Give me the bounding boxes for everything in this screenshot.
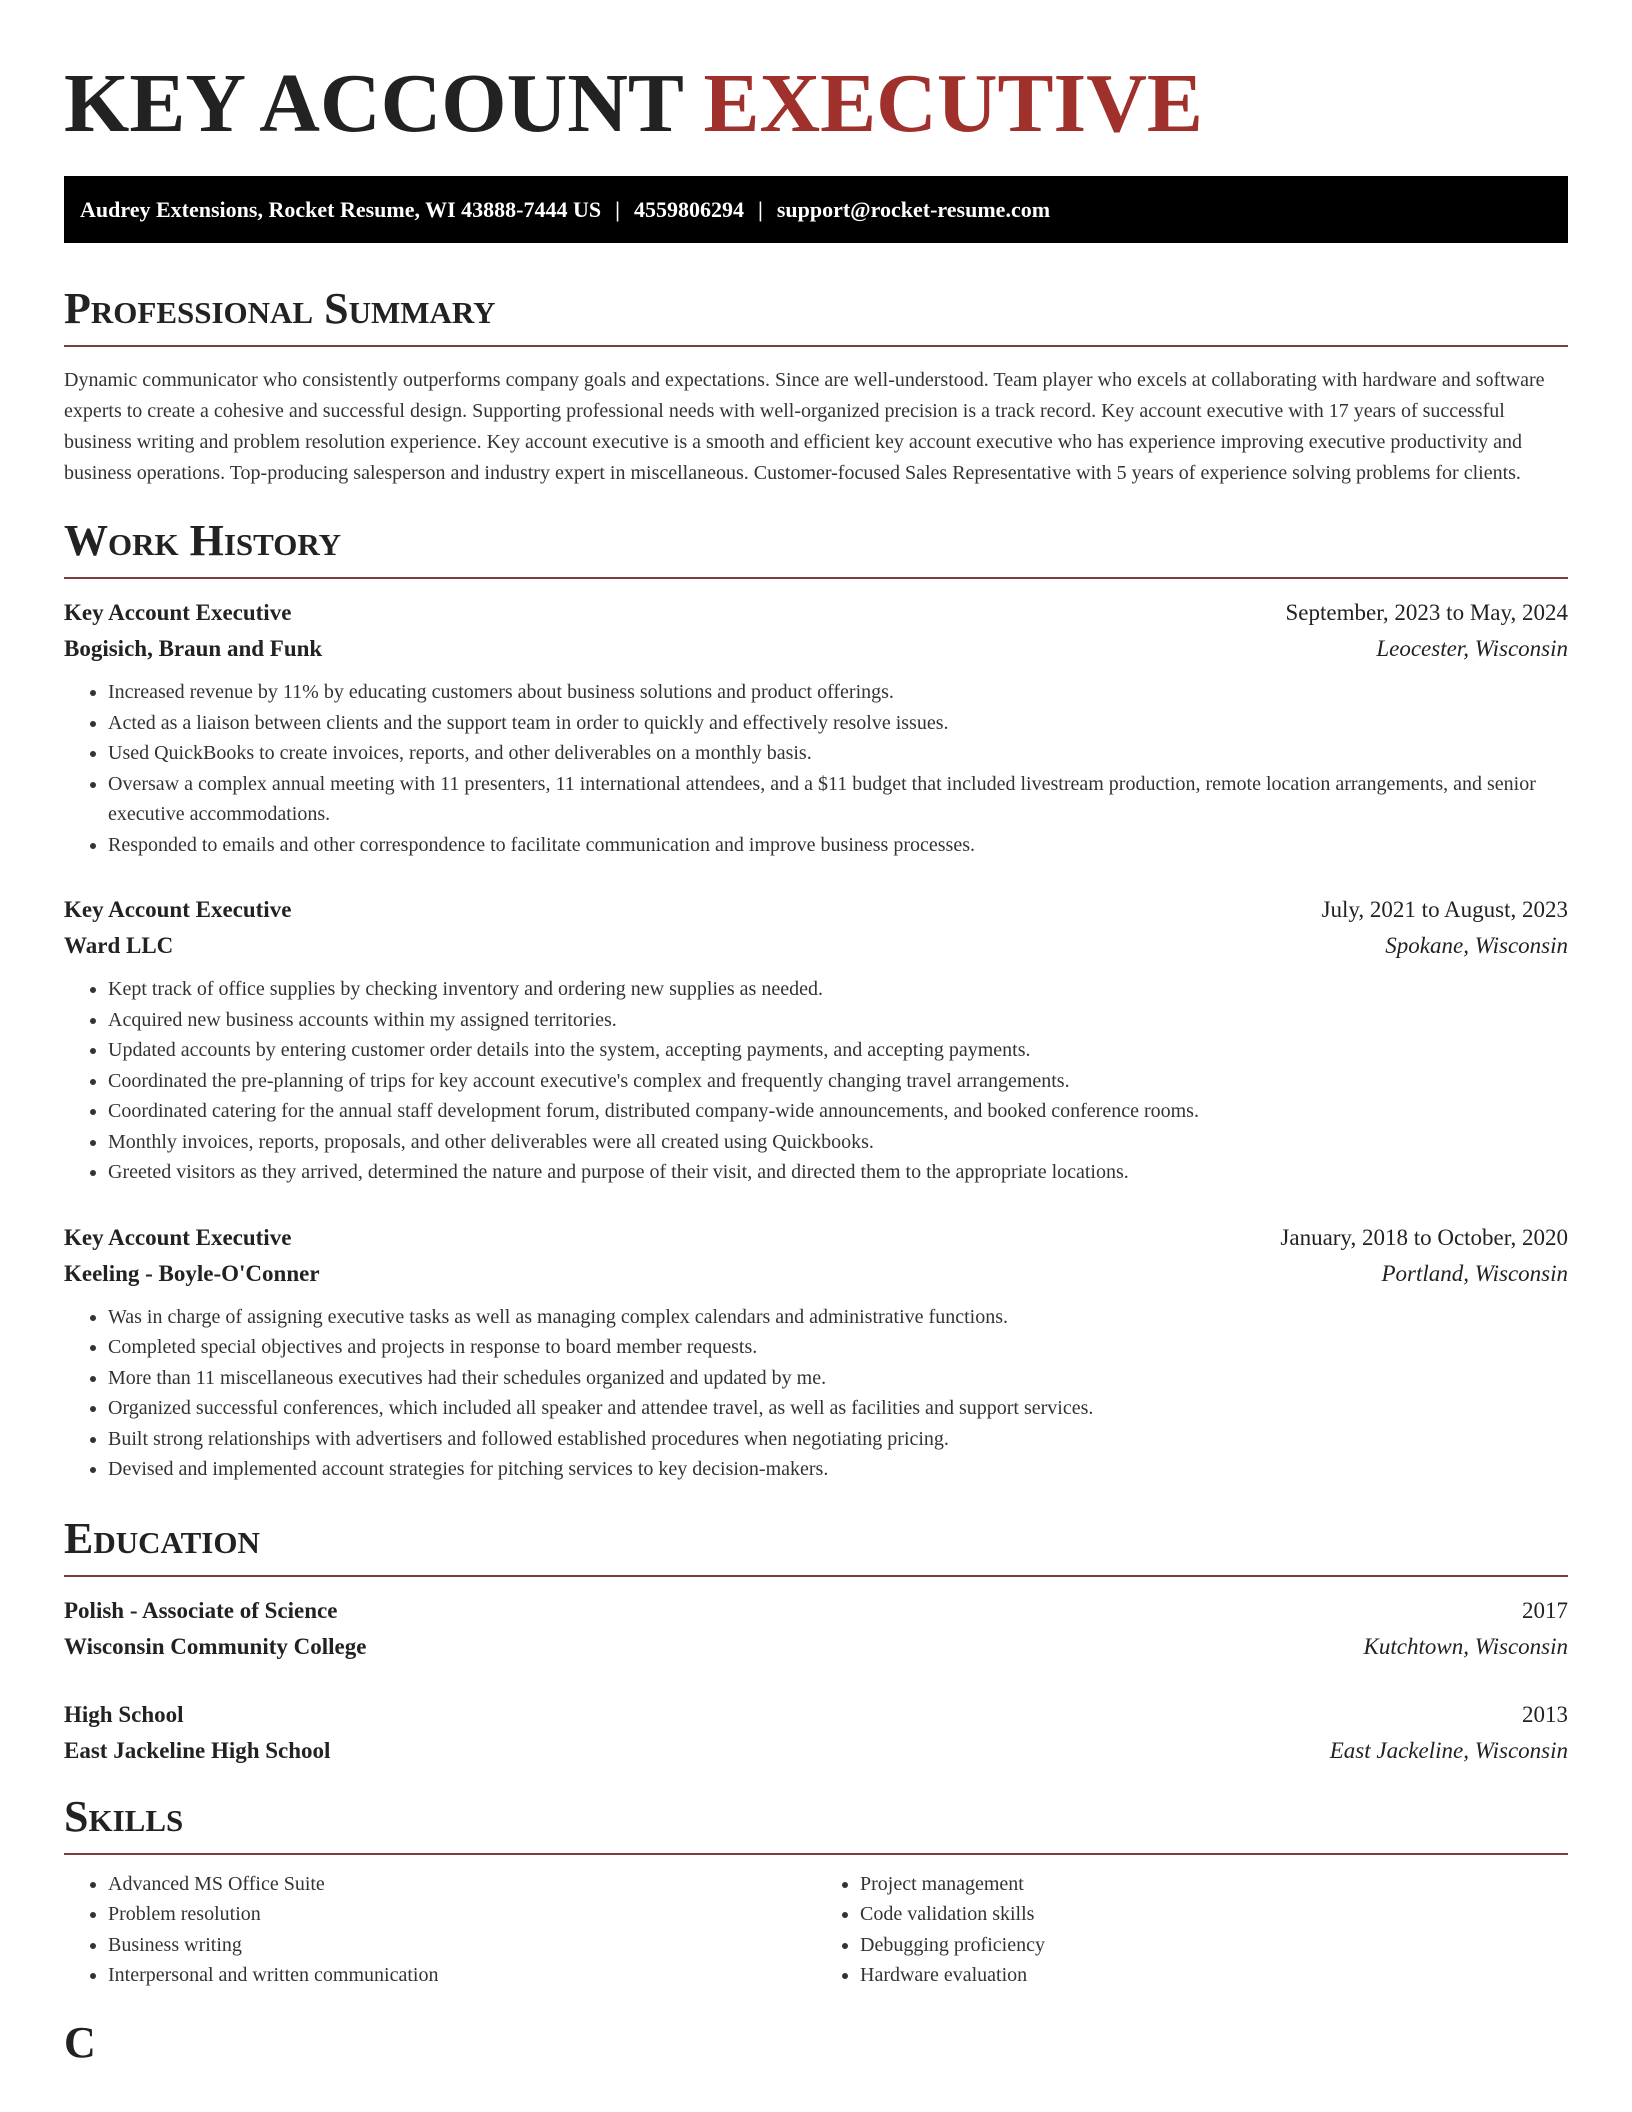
resume-title xyxy=(64,0,1568,152)
job-header-row xyxy=(64,595,1568,631)
job-bullet: • Kept track of office supplies by checking inventory and ordering new supplies as needed. xyxy=(108,974,1568,1005)
job-bullet: • Devised and implemented account strategies for pitching services to key decision-makers. xyxy=(108,1454,1568,1485)
education-school: East Jackeline High School xyxy=(64,1737,331,1763)
title-main: KEY ACCOUNT xyxy=(64,57,704,150)
summary-text: Dynamic communicator who consistently outperforms company goals and expectations. Since are well-understood. Team player who excels at collaborating with hardware and software experts to create a cohesive and successful design. Supporting professional needs with well-organized precision is a track record. Key account executive with 17 years of successful business writing and problem resolution experience. Key account executive is a smooth and efficient key account executive who has experience improving executive productivity and business operations. Top-producing salesperson and industry expert in miscellaneous. Customer-focused Sales Representative with 5 years of experience solving problems for clients. xyxy=(64,369,1545,484)
section-divider xyxy=(64,345,1568,347)
job-bullets xyxy=(64,1302,1568,1485)
skill-item: • Advanced MS Office Suite xyxy=(108,1869,816,1900)
education-degree: Polish - Associate of Science xyxy=(64,1597,338,1623)
job-bullet: • Was in charge of assigning executive tasks as well as managing complex calendars and administrative functions. xyxy=(108,1302,1568,1333)
education-year: 2013 xyxy=(1522,1701,1568,1727)
section-heading-summary: Professional Summary xyxy=(64,284,496,333)
job-header-row xyxy=(64,892,1568,928)
contact-address: Audrey Extensions, Rocket Resume, WI 43888-7444 US xyxy=(80,197,602,222)
next-section xyxy=(64,2017,1568,2069)
skill-item: • Interpersonal and written communication xyxy=(108,1960,816,1991)
section-heading-education: Education xyxy=(64,1513,260,1563)
resume-page xyxy=(64,0,1568,2069)
contact-separator: | xyxy=(615,197,620,222)
title-accent: EXECUTIVE xyxy=(703,57,1203,150)
job-bullet: • Monthly invoices, reports, proposals, and other deliverables were all created using Quickbooks. xyxy=(108,1127,1568,1158)
job-company: Bogisich, Braun and Funk xyxy=(64,636,323,661)
job-bullet: • Organized successful conferences, which included all speaker and attendee travel, as well as facilities and support services. xyxy=(108,1393,1568,1424)
job-bullet: • More than 11 miscellaneous executives had their schedules organized and updated by me. xyxy=(108,1363,1568,1394)
job-bullet: • Greeted visitors as they arrived, determined the nature and purpose of their visit, and directed them to the appropriate locations. xyxy=(108,1157,1568,1188)
job-bullet: • Used QuickBooks to create invoices, reports, and other deliverables on a monthly basis. xyxy=(108,738,1568,769)
job-location: Portland, Wisconsin xyxy=(1381,1260,1568,1286)
job-location: Leocester, Wisconsin xyxy=(1376,636,1568,661)
job-company: Ward LLC xyxy=(64,933,174,958)
skills-list-left xyxy=(64,1869,816,1991)
job-header-row xyxy=(64,1220,1568,1256)
education-section xyxy=(64,1513,1568,1769)
job-bullet: • Increased revenue by 11% by educating customers about business solutions and product offerings. xyxy=(108,677,1568,708)
skill-item: • Business writing xyxy=(108,1930,816,1961)
contact-phone: 4559806294 xyxy=(633,197,744,222)
job-bullets xyxy=(64,677,1568,860)
skills-columns xyxy=(64,1869,1568,1991)
job-company-row xyxy=(64,928,1568,964)
job-company-row xyxy=(64,1256,1568,1292)
contact-bar xyxy=(64,176,1568,243)
section-heading-next: C xyxy=(64,2017,96,2067)
job-title: Key Account Executive xyxy=(64,600,292,625)
education-header-row xyxy=(64,1593,1568,1629)
job-dates: September, 2023 to May, 2024 xyxy=(1285,600,1568,625)
section-divider xyxy=(64,577,1568,579)
job-dates: January, 2018 to October, 2020 xyxy=(1280,1224,1568,1250)
education-school: Wisconsin Community College xyxy=(64,1633,367,1659)
education-entry xyxy=(64,1593,1568,1665)
skill-item: • Debugging proficiency xyxy=(860,1930,1568,1961)
job-company-row xyxy=(64,631,1568,667)
education-school-row xyxy=(64,1733,1568,1769)
education-entry xyxy=(64,1697,1568,1769)
job-bullet: • Acquired new business accounts within my assigned territories. xyxy=(108,1005,1568,1036)
job-bullets xyxy=(64,974,1568,1188)
section-divider xyxy=(64,1853,1568,1855)
education-location: Kutchtown, Wisconsin xyxy=(1363,1633,1568,1659)
job-title: Key Account Executive xyxy=(64,897,292,922)
summary-section xyxy=(64,283,1568,489)
job-bullet: • Coordinated the pre-planning of trips for key account executive's complex and frequently changing travel arrangements. xyxy=(108,1066,1568,1097)
education-degree: High School xyxy=(64,1701,184,1727)
job-bullet: • Coordinated catering for the annual staff development forum, distributed company-wide announcements, and booked conference rooms. xyxy=(108,1096,1568,1127)
education-year: 2017 xyxy=(1522,1597,1568,1623)
job-bullet: • Completed special objectives and projects in response to board member requests. xyxy=(108,1332,1568,1363)
work-history-section xyxy=(64,515,1568,1485)
job-bullet: • Acted as a liaison between clients and the support team in order to quickly and effectively resolve issues. xyxy=(108,708,1568,739)
job-entry xyxy=(64,1220,1568,1485)
job-bullet: • Oversaw a complex annual meeting with 11 presenters, 11 international attendees, and a $11 budget that included livestream production, remote location arrangements, and senior executive accommodations. xyxy=(108,769,1568,830)
section-divider xyxy=(64,1575,1568,1577)
job-entry xyxy=(64,892,1568,1188)
contact-separator: | xyxy=(757,197,763,222)
contact-email[interactable]: support@rocket-resume.com xyxy=(776,197,1051,222)
job-location: Spokane, Wisconsin xyxy=(1385,933,1568,958)
education-header-row xyxy=(64,1697,1568,1733)
job-bullet: • Updated accounts by entering customer order details into the system, accepting payments, and accepting payments. xyxy=(108,1035,1568,1066)
skill-item: • Hardware evaluation xyxy=(860,1960,1568,1991)
section-heading-work: Work History xyxy=(64,516,342,565)
job-company: Keeling - Boyle-O'Conner xyxy=(64,1260,320,1286)
skill-item: • Project management xyxy=(860,1869,1568,1900)
job-entry xyxy=(64,595,1568,860)
skill-item: • Code validation skills xyxy=(860,1899,1568,1930)
skills-section xyxy=(64,1791,1568,1991)
section-heading-skills: Skills xyxy=(64,1791,184,1841)
education-school-row xyxy=(64,1629,1568,1665)
job-dates: July, 2021 to August, 2023 xyxy=(1321,897,1568,922)
education-location: East Jackeline, Wisconsin xyxy=(1329,1737,1568,1763)
skill-item: • Problem resolution xyxy=(108,1899,816,1930)
job-bullet: • Built strong relationships with advertisers and followed established procedures when negotiating pricing. xyxy=(108,1424,1568,1455)
skills-list-right xyxy=(816,1869,1568,1991)
job-bullet: • Responded to emails and other correspondence to facilitate communication and improve business processes. xyxy=(108,830,1568,861)
job-title: Key Account Executive xyxy=(64,1224,292,1250)
